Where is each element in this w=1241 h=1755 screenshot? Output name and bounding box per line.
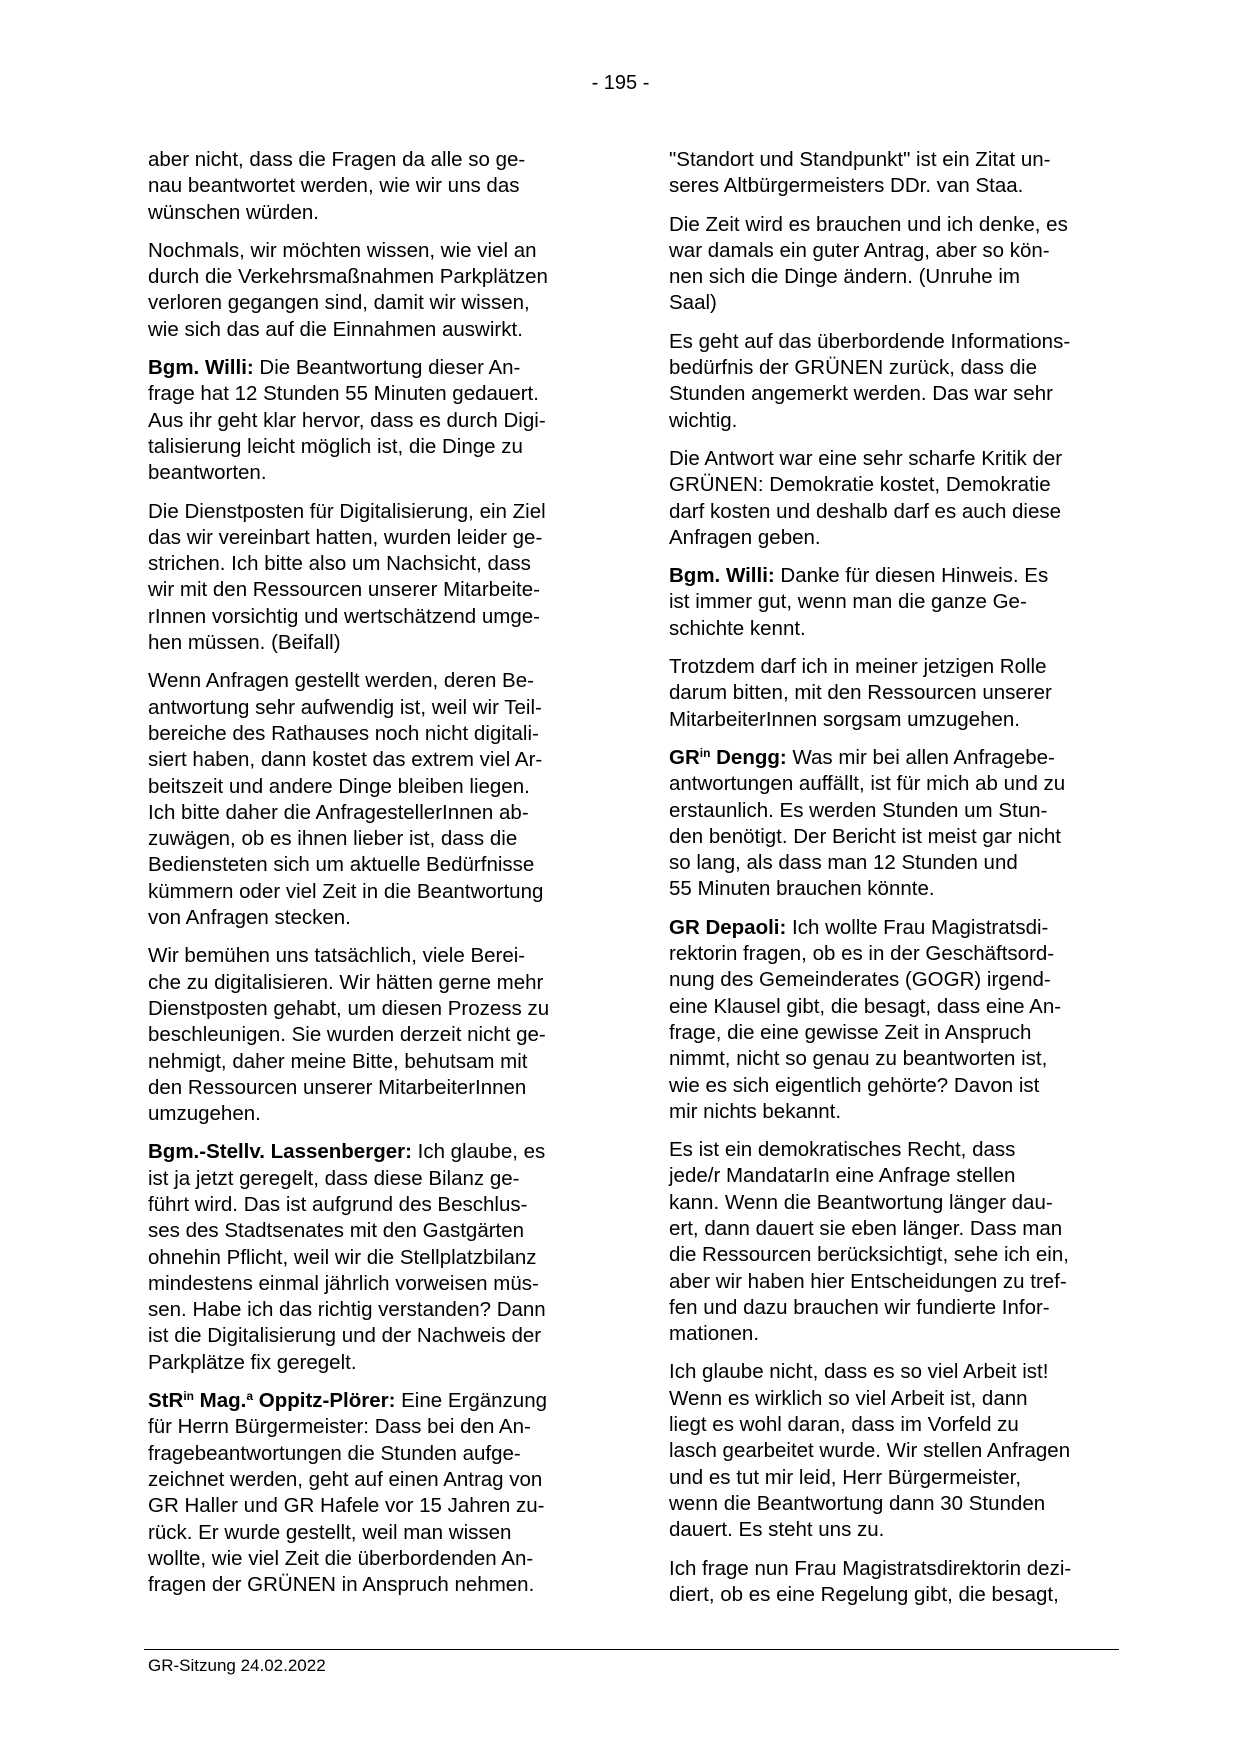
paragraph: StR$^{in}$ Mag.$^a$ Oppitz-Plörer: Eine Ergänzung für Herrn Bürgermeister: Dass bei den An- fragebeantwortungen die Stunden aufge- zeichnet werden, geht auf einen Antrag von GR Haller und GR Hafele vor 15 Jahren zu- rück. Er wurde gestellt, weil man wissen wollte, wie viel Zeit die überbordenden An- fragen der GRÜNEN in Anspruch nehmen.	[148, 1389, 548, 1597]
left-column	[148, 147, 600, 1610]
footer-divider	[144, 1649, 1119, 1650]
right-column	[669, 147, 1125, 1620]
paragraph: GR Depaoli: Ich wollte Frau Magistratsdi- rektorin fragen, ob es in der Geschäftsord- nung des Gemeinderates (GOGR) irgend- eine Klausel gibt, die besagt, dass eine An- frage, die eine gewisse Zeit in Anspruch nimmt, nicht so genau zu beantworten ist, wie es sich eigentlich gehörte? Davon ist mir nichts bekannt.	[669, 915, 1062, 1123]
paragraph: Ich glaube nicht, dass es so viel Arbeit ist! Wenn es wirklich so viel Arbeit ist, dann liegt es wohl daran, dass im Vorfeld zu lasch gearbeitet wurde. Wir stellen Anfragen und es tut mir leid, Herr Bürgermeister, wenn die Beantwortung dann 30 Stunden dauert. Es steht uns zu.	[669, 1360, 1071, 1542]
paragraph: Nochmals, wir möchten wissen, wie viel an durch die Verkehrsmaßnahmen Parkplätzen verloren gegangen sind, damit wir wissen, wie sich das auf die Einnahmen auswirkt.	[148, 238, 548, 341]
paragraph: Die Zeit wird es brauchen und ich denke, es war damals ein guter Antrag, aber so kön- nen sich die Dinge ändern. (Unruhe im Saal)	[669, 212, 1068, 315]
speaker-name: Bgm.-Stellv. Lassenberger:	[148, 1140, 412, 1164]
paragraph: Es ist ein demokratisches Recht, dass jede/r MandatarIn eine Anfrage stellen kann. Wenn die Beantwortung länger dau- ert, dann dauert sie eben länger. Dass man die Ressourcen berücksichtigt, sehe ich ein, aber wir haben hier Entscheidungen zu tref- fen und dazu brauchen wir fundierte Infor- mationen.	[669, 1138, 1069, 1346]
paragraph: Bgm. Willi: Danke für diesen Hinweis. Es ist immer gut, wenn man die ganze Ge- schichte kennt.	[669, 564, 1049, 640]
paragraph: Die Dienstposten für Digitalisierung, ein Ziel das wir vereinbart hatten, wurden leider ge- strichen. Ich bitte also um Nachsicht, dass wir mit den Ressourcen unserer Mitarbeite- rInnen vorsichtig und wertschätzend umge- hen müssen. (Beifall)	[148, 499, 546, 655]
speaker-name: Bgm. Willi:	[148, 356, 254, 380]
paragraph: aber nicht, dass die Fragen da alle so ge- nau beantwortet werden, wie wir uns das wünschen würden.	[148, 148, 526, 224]
paragraph: Die Antwort war eine sehr scharfe Kritik der GRÜNEN: Demokratie kostet, Demokratie darf kosten und deshalb darf es auch diese Anfragen geben.	[669, 446, 1063, 549]
page-number: - 195 -	[591, 72, 650, 94]
paragraph: Trotzdem darf ich in meiner jetzigen Rolle darum bitten, mit den Ressourcen unserer MitarbeiterInnen sorgsam umzugehen.	[669, 655, 1052, 731]
paragraph: Wir bemühen uns tatsächlich, viele Berei- che zu digitalisieren. Wir hätten gerne mehr Dienstposten gehabt, um diesen Prozess zu beschleunigen. Sie wurden derzeit nicht ge- nehmigt, daher meine Bitte, behutsam mit den Ressourcen unserer MitarbeiterInnen umzugehen.	[148, 944, 550, 1126]
speaker-name: StR$^{in}$ Mag.$^a$ Oppitz-Plörer:	[148, 1389, 396, 1413]
paragraph: Wenn Anfragen gestellt werden, deren Be- antwortung sehr aufwendig ist, weil wir Teil- bereiche des Rathauses noch nicht digitali- siert haben, dann kostet das extrem viel Ar- beitszeit und andere Dinge bleiben liegen. Ich bitte daher die AnfragestellerInnen ab- zuwägen, ob es ihnen lieber ist, dass die Bediensteten sich um aktuelle Bedürfnisse kümmern oder viel Zeit in die Beantwortung von Anfragen stecken.	[148, 669, 544, 930]
speaker-name: GR Depaoli:	[669, 915, 787, 939]
paragraph: $GR^{in}$ Dengg: Was mir bei allen Anfragebe- antwortungen auffällt, ist für mich ab und zu erstaunlich. Es werden Stunden um Stun- den benötigt. Der Bericht ist meist gar nicht so lang, als dass man 12 Stunden und 55 Minuten brauchen könnte.	[669, 745, 1066, 901]
speaker-name: Bgm. Willi:	[669, 564, 775, 588]
speaker-name: $GR^{in}$ Dengg:	[669, 745, 787, 769]
paragraph: Es geht auf das überbordende Informations- bedürfnis der GRÜNEN zurück, dass die Stunden angemerkt werden. Das war sehr wichtig.	[669, 329, 1071, 432]
footer-session-date: GR-Sitzung 24.02.2022	[148, 1656, 326, 1675]
paragraph: "Standort und Standpunkt" ist ein Zitat un- seres Altbürgermeisters DDr. van Staa.	[669, 148, 1051, 198]
paragraph: Bgm.-Stellv. Lassenberger: Ich glaube, es ist ja jetzt geregelt, dass diese Bilanz ge- führt wird. Das ist aufgrund des Beschlus- ses des Stadtsenates mit den Gastgärten ohnehin Pflicht, weil wir die Stellplatzbilanz mindestens einmal jährlich vorweisen müs- sen. Habe ich das richtig verstanden? Dann ist die Digitalisierung und der Nachweis der Parkplätze fix geregelt.	[148, 1140, 546, 1374]
paragraph: Bgm. Willi: Die Beantwortung dieser An- frage hat 12 Stunden 55 Minuten gedauert. Aus ihr geht klar hervor, dass es durch Digi- talisierung leicht möglich ist, die Dinge zu beantworten.	[148, 356, 546, 485]
paragraph: Ich frage nun Frau Magistratsdirektorin dezi- diert, ob es eine Regelung gibt, die besagt,	[669, 1556, 1072, 1606]
